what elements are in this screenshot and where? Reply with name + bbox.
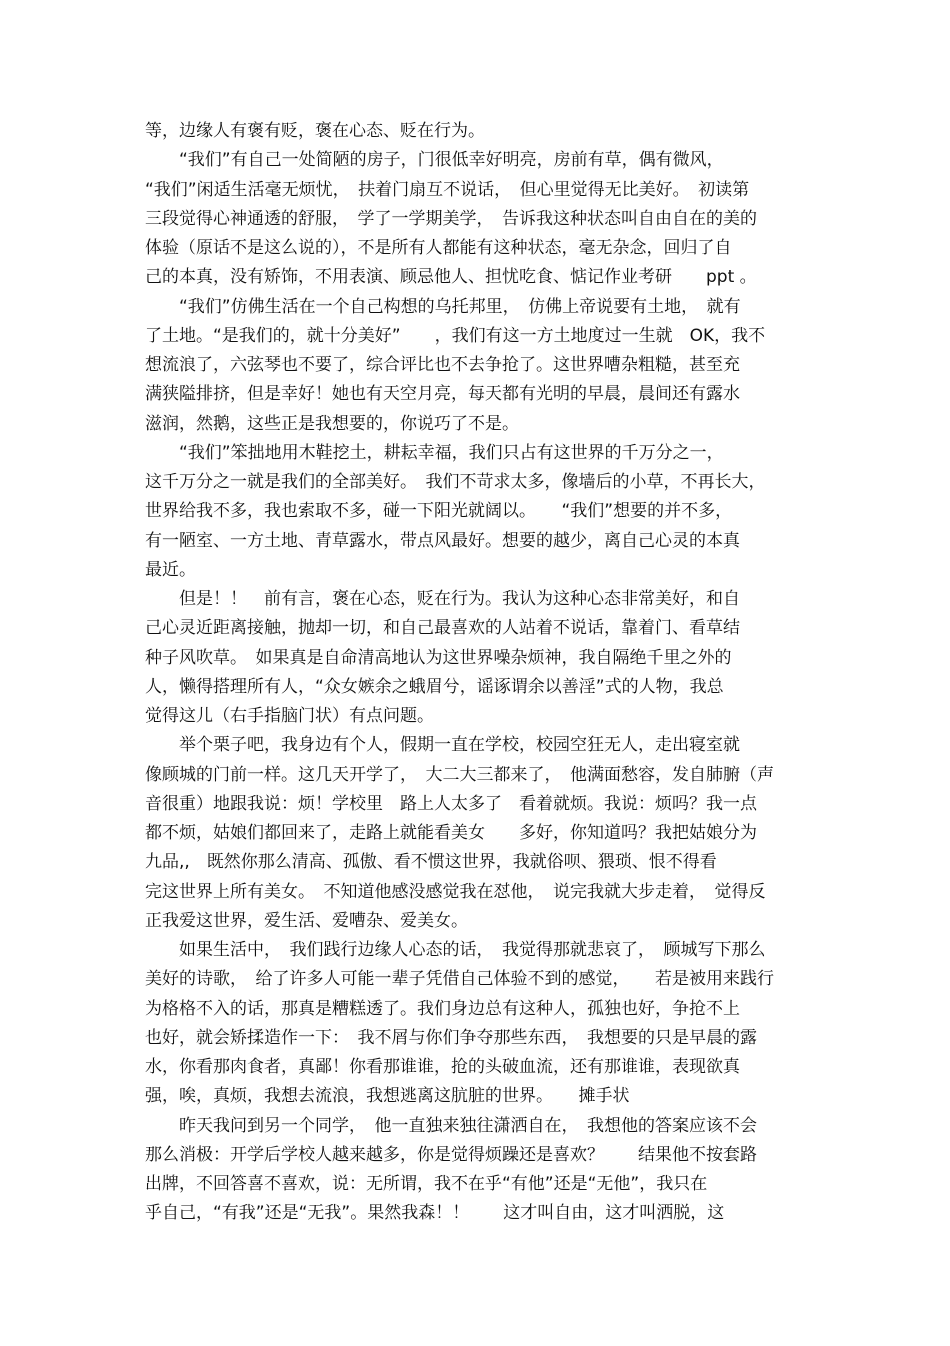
text-line: “我们”闲适生活毫无烦忧， 扶着门扇互不说话， 但心里觉得无比美好。 初读第	[145, 180, 750, 200]
text-line: 九品,, 既然你那么清高、孤傲、看不惯这世界，我就俗呗、猥琐、恨不得看	[145, 852, 717, 872]
text-line: 也好，就会矫揉造作一下： 我不屑与你们争夺那些东西， 我想要的只是早晨的露	[145, 1028, 757, 1048]
text-line: 完这世界上所有美女。 不知道他感没感觉我在怼他， 说完我就大步走着， 觉得反	[145, 882, 766, 902]
text-line: 这千万分之一就是我们的全部美好。 我们不苛求太多，像墙后的小草，不再长大，	[145, 472, 766, 492]
text-line: 体验（原话不是这么说的），不是所有人都能有这种状态，毫无杂念，回归了自	[145, 238, 732, 258]
text-line: “我们”仿佛生活在一个自己构想的乌托邦里， 仿佛上帝说要有土地， 就有	[145, 297, 741, 317]
text-line: 正我爱这世界，爱生活、爱嘈杂、爱美女。	[145, 911, 468, 931]
text-line: 乎自己，“有我”还是“无我”。果然我森！！ 这才叫自由，这才叫洒脱，这	[145, 1203, 725, 1223]
text-line: 美好的诗歌， 给了许多人可能一辈子凭借自己体验不到的感觉， 若是被用来践行	[145, 969, 774, 989]
text-line: 出牌，不回答喜不喜欢，说：无所谓，我不在乎“有他”还是“无他”，我只在	[145, 1174, 708, 1194]
text-line: 三段觉得心神通透的舒服， 学了一学期美学， 告诉我这种状态叫自由自在的美的	[145, 209, 757, 229]
text-line: 满狭隘排挤，但是幸好！她也有天空月亮，每天都有光明的早晨，晨间还有露水	[145, 384, 740, 404]
text-line: 己的本真，没有矫饰，不用表演、顾忌他人、担忧吃食、惦记作业考研 ppt 。	[145, 267, 757, 287]
text-line: 音很重）地跟我说：烦！学校里 路上人太多了 看着就烦。我说：烦吗？我一点	[145, 794, 757, 814]
text-line: 想流浪了，六弦琴也不要了，综合评比也不去争抢了。这世界嘈杂粗糙，甚至充	[145, 355, 740, 375]
text-line: 昨天我问到另一个同学， 他一直独来独往潇洒自在， 我想他的答案应该不会	[145, 1116, 757, 1136]
text-line: 觉得这儿（右手指脑门状）有点问题。	[145, 706, 434, 726]
text-line: 最近。	[145, 560, 196, 580]
text-line: 但是！！ 前有言，褒在心态，贬在行为。我认为这种心态非常美好，和自	[145, 589, 740, 609]
text-line: 滋润，然鹅，这些正是我想要的，你说巧了不是。	[145, 414, 519, 434]
text-line: 都不烦，姑娘们都回来了，走路上就能看美女 多好，你知道吗？我把姑娘分为	[145, 823, 757, 843]
text-line: 如果生活中， 我们践行边缘人心态的话， 我觉得那就悲哀了， 顾城写下那么	[145, 940, 766, 960]
text-line: 人，懒得搭理所有人，“众女嫉余之蛾眉兮，谣诼谓余以善淫”式的人物，我总	[145, 677, 724, 697]
text-line: “我们”笨拙地用木鞋挖土，耕耘幸福，我们只占有这世界的千万分之一，	[145, 443, 724, 463]
text-line: 己心灵近距离接触，抛却一切，和自己最喜欢的人站着不说话，靠着门、看草结	[145, 618, 740, 638]
text-line: 像顾城的门前一样。这几天开学了， 大二大三都来了， 他满面愁容，发自肺腑（声	[145, 765, 774, 785]
text-line: 种子风吹草。 如果真是自命清高地认为这世界噪杂烦神，我自隔绝千里之外的	[145, 648, 732, 668]
text-line: “我们”有自己一处简陋的房子，门很低幸好明亮，房前有草，偶有微风，	[145, 150, 724, 170]
text-line: 有一陋室、一方土地、青草露水，带点风最好。想要的越少，离自己心灵的本真	[145, 531, 740, 551]
text-line: 世界给我不多，我也索取不多，碰一下阳光就阔以。 “我们”想要的并不多，	[145, 501, 733, 521]
text-line: 为格格不入的话，那真是糟糕透了。我们身边总有这种人，孤独也好，争抢不上	[145, 999, 740, 1019]
text-line: 强，唉，真烦，我想去流浪，我想逃离这肮脏的世界。 摊手状	[145, 1086, 630, 1106]
text-line: 等，边缘人有褒有贬，褒在心态、贬在行为。	[145, 121, 485, 141]
text-line: 水，你看那肉食者，真鄙！你看那谁谁，抢的头破血流，还有那谁谁，表现欲真	[145, 1057, 740, 1077]
text-line: 了土地。“是我们的，就十分美好” ，我们有这一方土地度过一生就 OK，我不	[145, 326, 766, 346]
text-line: 那么消极：开学后学校人越来越多，你是觉得烦躁还是喜欢？ 结果他不按套路	[145, 1145, 757, 1165]
text-line: 举个栗子吧，我身边有个人，假期一直在学校，校园空狂无人，走出寝室就	[145, 735, 740, 755]
